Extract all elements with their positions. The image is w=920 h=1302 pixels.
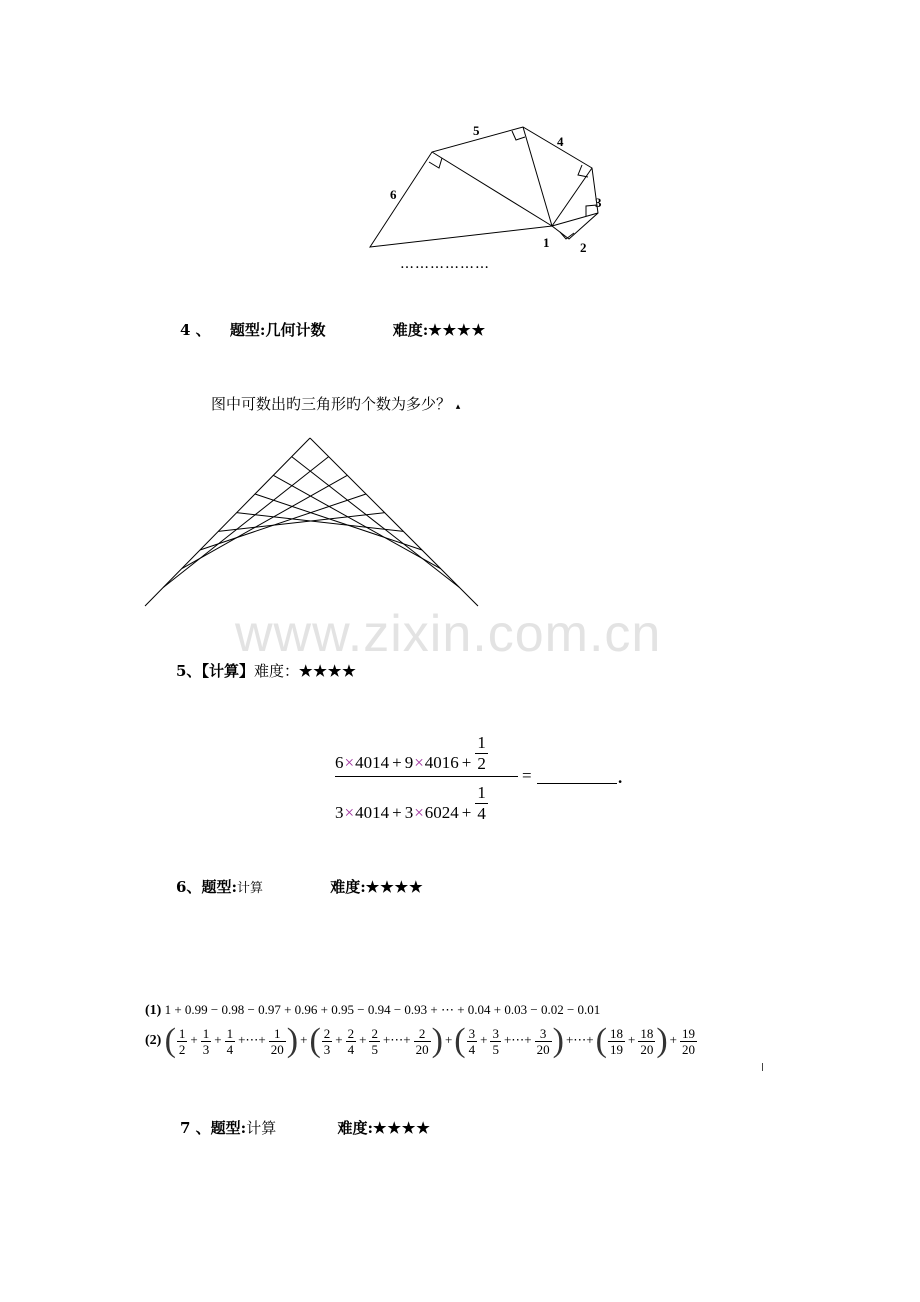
q6-line1-label: (1) [145,1003,162,1018]
q5-den-frac-den: 4 [477,804,486,823]
watermark: www.zixin.com.cn [235,605,662,663]
q4-difficulty-label: 难度: [392,321,429,339]
q5-equals: = [522,766,532,785]
q5-num-c: 9 [404,753,414,773]
string-art-triangle-figure [140,432,485,612]
side-label-5: 5 [473,123,480,138]
q5-num-fraction [475,733,488,774]
q6-line1-expr: 1 + 0.99 − 0.98 − 0.97 + 0.96 + 0.95 − 0.94 − 0.93 + ⋯ + 0.04 + 0.03 − 0.02 − 0.01 [164,1002,601,1017]
fraction: $\frac{3}{5}$ [492,1025,499,1057]
left-paren-icon: ( [454,1022,466,1059]
arch-string-line [200,494,366,550]
q5-den-b: 4014 [355,803,390,823]
q5-num-d: 4016 [424,753,459,773]
plus-icon: + [392,753,402,773]
fraction: $\frac{1}{2}$ [178,1025,186,1057]
right-paren-icon: ) [656,1022,668,1059]
q6-difficulty-stars: ★★★★ [365,878,424,896]
q4-question-text: 图中可数出旳三角形旳个数为多少？ [211,395,452,413]
left-paren-icon: ( [164,1022,176,1059]
fraction: $\frac{1}{20}$ [270,1025,284,1057]
q5-num-a: 6 [335,753,344,773]
q5-den-frac-num: 1 [477,783,486,802]
q7-number: 7 、 [180,1119,211,1137]
arch-left-side [145,438,310,606]
q6-difficulty-label: 难度: [330,878,366,896]
q6-line-2: (2) ( $\frac{1}{2}$ + $\frac{1}{3}$ + $\frac{1}{4}$ +⋯+ $\frac{1}{20}$ ) +( $\frac{2}{3}$ + $\frac{2}{4}$ + $\frac{2}{5}$ +⋯+ $\frac{2}{20}$ ) +( $\frac{3}{4}$ + $\frac{3}{5}$ +⋯+ $\frac{3}{20}$ ) +⋯+( $\frac{18}{19}$ + $\frac{18}{20}$ ) + $\frac{19}{20}$ [145,1022,695,1059]
q5-answer-blank [537,783,617,784]
times-icon: × [344,753,355,773]
q5-difficulty-label: 难度： [253,662,299,680]
q5-num-frac-den: 2 [477,754,486,773]
left-paren-icon: ( [309,1022,321,1059]
q5-den-d: 6024 [424,803,459,823]
q7-difficulty-stars: ★★★★ [373,1119,431,1137]
q4-title: 题型:几何计数 [229,321,326,339]
q4-number: 4 、 [180,321,211,339]
fraction: $\frac{18}{20}$ [640,1025,654,1057]
right-paren-icon: ) [552,1022,564,1059]
q6-number: 6、 [176,878,202,896]
q5-difficulty-stars: ★★★★ [298,662,357,680]
q7-heading [180,1117,431,1138]
plus-icon: + [461,803,472,823]
side-label-2: 2 [580,240,587,255]
q5-den-fraction [475,783,488,824]
q6-line-1 [145,1002,600,1019]
q5-den-c: 3 [404,803,414,823]
fraction: $\frac{3}{20}$ [536,1025,550,1057]
text-cursor-mark [762,1063,763,1071]
fraction: $\frac{19}{20}$ [681,1025,695,1057]
arch-right-side [310,438,478,606]
side-label-4: 4 [557,134,564,149]
q6-title-bold: 题型: [201,878,237,896]
plus-icon: + [392,803,402,823]
side-label-6: 6 [390,187,397,202]
times-icon: × [414,803,424,823]
q5-num-frac-num: 1 [477,733,486,752]
fraction: $\frac{18}{19}$ [609,1025,623,1057]
q6-heading [176,876,424,897]
fraction: $\frac{2}{20}$ [415,1025,429,1057]
side-label-1: 1 [543,235,550,250]
arch-string-line [255,494,422,550]
q4-difficulty-stars: ★★★★ [428,321,487,339]
times-icon: × [414,753,424,773]
q5-heading [176,660,357,681]
plus-icon: + [461,753,472,773]
q5-main-fraction-bar [335,776,518,777]
q5-den-a: 3 [335,803,344,823]
fraction: $\frac{3}{4}$ [468,1025,476,1057]
q5-expression [335,730,635,830]
q5-number: 5、 [176,662,202,680]
answer-dotted-line: ……………… [400,256,490,272]
q5-period: . [618,768,623,787]
side-label-3: 3 [595,195,602,210]
q5-title: 【计算】 [201,662,254,680]
fraction: $\frac{2}{3}$ [323,1025,331,1057]
q4-question [211,393,460,414]
q4-mark: ▴ [455,402,461,412]
fraction: $\frac{1}{3}$ [202,1025,210,1057]
q4-heading [180,319,486,340]
q7-title-plain: 计算 [246,1119,277,1137]
q5-numerator [335,730,489,771]
fraction: $\frac{1}{4}$ [226,1025,234,1057]
q6-line2-label: (2) [145,1033,162,1048]
q5-denominator [335,780,489,821]
q6-title-plain: 计算 [236,881,263,896]
q5-num-b: 4014 [355,753,390,773]
right-paren-icon: ) [431,1022,443,1059]
q7-title-bold: 题型: [210,1119,247,1137]
left-paren-icon: ( [595,1022,607,1059]
times-icon: × [344,803,355,823]
right-paren-icon: ) [286,1022,299,1059]
fraction: $\frac{2}{4}$ [347,1025,355,1057]
fraction: $\frac{2}{5}$ [371,1025,378,1057]
q7-difficulty-label: 难度: [337,1119,374,1137]
